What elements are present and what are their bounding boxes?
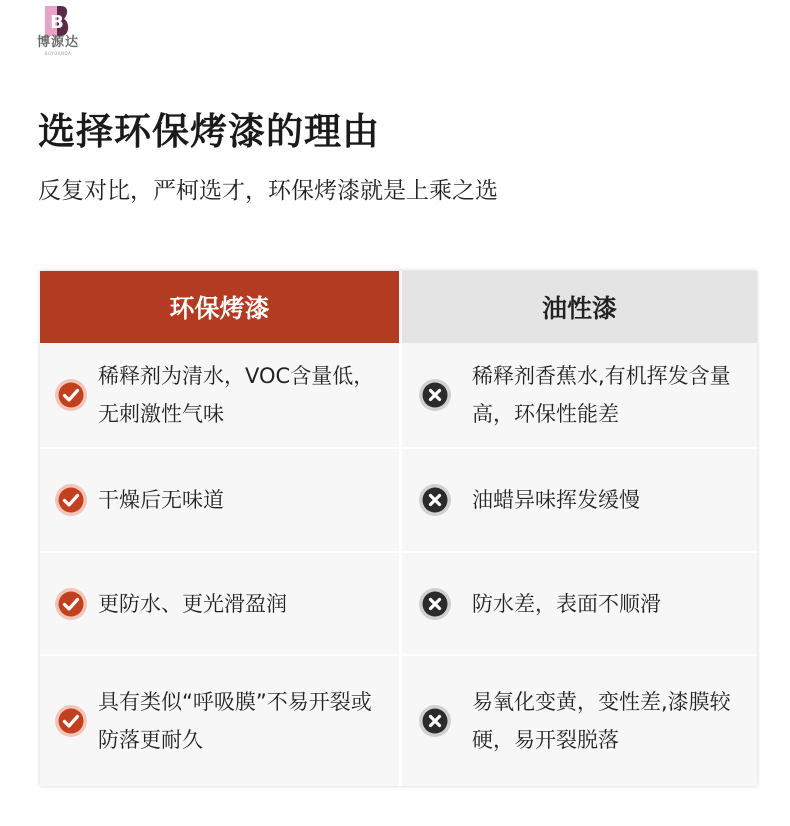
column-divider xyxy=(399,343,402,786)
oil-cell xyxy=(402,449,757,551)
eco-cell xyxy=(40,553,399,654)
brand-subname: BOYUANDA xyxy=(44,51,72,56)
header-oil-paint-label: 油性漆 xyxy=(541,294,617,323)
check-circle-icon xyxy=(54,704,88,738)
eco-feature-text: 更防水、更光滑盈润 xyxy=(98,591,287,616)
oil-cell xyxy=(402,656,757,786)
brand-mark-icon xyxy=(43,6,71,36)
oil-cell xyxy=(402,553,757,654)
eco-cell xyxy=(40,343,399,447)
oil-feature-text: 易氧化变黄，变性差,漆膜较硬，易开裂脱落 xyxy=(472,690,731,752)
svg-text:B: B xyxy=(50,12,64,33)
brand-logo xyxy=(30,6,86,58)
page-title: 选择环保烤漆的理由 xyxy=(38,110,380,153)
eco-feature-text: 具有类似“呼吸膜”不易开裂或防落更耐久 xyxy=(98,690,372,752)
header-eco-paint xyxy=(40,271,399,343)
header-oil-paint xyxy=(402,271,757,343)
cross-circle-icon xyxy=(418,483,452,517)
oil-feature-text: 防水差，表面不顺滑 xyxy=(472,591,661,616)
check-circle-icon xyxy=(54,587,88,621)
oil-feature-text: 稀释剂香蕉水,有机挥发含量高，环保性能差 xyxy=(472,364,731,426)
cross-circle-icon xyxy=(418,587,452,621)
page-subtitle: 反复对比，严柯选才，环保烤漆就是上乘之选 xyxy=(38,178,498,204)
eco-cell xyxy=(40,656,399,786)
eco-feature-text: 干燥后无味道 xyxy=(98,488,224,512)
cross-circle-icon xyxy=(418,378,452,412)
oil-feature-text: 油蜡异味挥发缓慢 xyxy=(472,488,640,512)
check-circle-icon xyxy=(54,378,88,412)
check-circle-icon xyxy=(54,483,88,517)
brand-name: 博源达 xyxy=(36,35,79,50)
comparison-table xyxy=(40,271,757,786)
header-eco-paint-label: 环保烤漆 xyxy=(169,294,270,323)
eco-cell xyxy=(40,449,399,551)
oil-cell xyxy=(402,343,757,447)
cross-circle-icon xyxy=(418,704,452,738)
eco-feature-text: 稀释剂为清水，VOC含量低，无刺激性气味 xyxy=(98,364,375,426)
